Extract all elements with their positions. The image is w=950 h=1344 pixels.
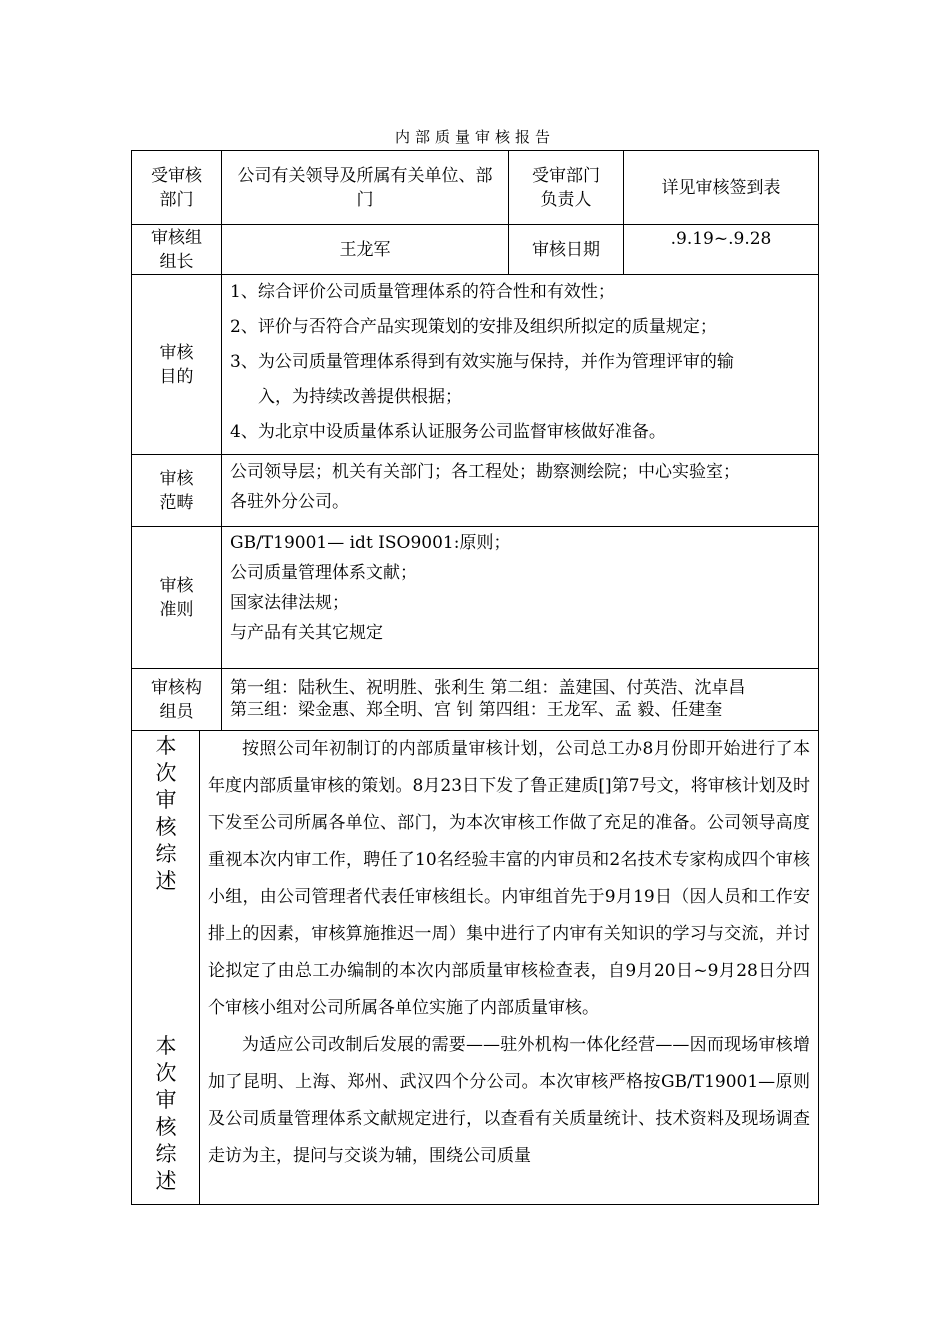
summary-label-char: 核	[155, 815, 177, 839]
purpose-item: 2、评价与否符合产品实现策划的安排及组织所拟定的质量规定；	[230, 317, 717, 337]
department-head-label: 受审部门负责人	[509, 151, 624, 224]
audited-department-label: 受审核部门	[132, 151, 222, 224]
summary-label-char: 审	[155, 788, 177, 812]
summary-label-char: 本	[155, 734, 177, 758]
summary-paragraph: 为适应公司改制后发展的需要——驻外机构一体化经营——因而现场审核增加了昆明、上海、郑州、武汉四个分公司。本次审核严格按GB/T19001—原则及公司质量管理体系文献规定进行，以查看有关质量统计、技术资料及现场调查走访为主，提问与交谈为辅，围绕公司质量	[208, 1035, 810, 1166]
department-head-value: 详见审核签到表	[661, 177, 781, 198]
audit-summary-label	[132, 731, 200, 1204]
audit-summary-text	[200, 731, 818, 1204]
summary-vertical-label	[132, 733, 200, 895]
row-audit-criteria	[132, 527, 818, 669]
row-audit-summary	[132, 731, 818, 1204]
scope-line: 公司领导层；机关有关部门；各工程处；勘察测绘院；中心实验室；	[230, 462, 740, 482]
purpose-item: 1、综合评价公司质量管理体系的符合性和有效性；	[230, 282, 615, 302]
scope-line: 各驻外分公司。	[230, 492, 349, 512]
summary-label-char: 述	[155, 869, 177, 893]
row-audited-department	[132, 151, 818, 225]
audit-criteria-text	[222, 527, 818, 668]
audit-criteria-label: 审核准则	[132, 527, 222, 668]
members-line: 第一组：陆秋生、祝明胜、张利生 第二组：盖建国、付英浩、沈卓昌	[230, 678, 746, 698]
team-leader-label: 审核组组长	[132, 225, 222, 274]
row-audit-scope	[132, 455, 818, 527]
row-audit-members	[132, 669, 818, 731]
audit-scope-text	[222, 455, 818, 526]
summary-label-char: 述	[155, 1169, 177, 1193]
audited-department-value: 公司有关领导及所属有关单位、部门	[222, 151, 509, 224]
team-leader-value: 王龙军	[222, 225, 509, 274]
criteria-line: GB/T19001— idt ISO9001:原则；	[230, 533, 511, 553]
summary-vertical-label	[132, 1033, 200, 1195]
summary-label-char: 综	[155, 1142, 177, 1166]
summary-paragraph: 按照公司年初制订的内部质量审核计划，公司总工办8月份即开始进行了本年度内部质量审核的策划。8月23日下发了鲁正建质[]第7号文，将审核计划及时下发至公司所属各单位、部门，为本次审核工作做了充足的准备。公司领导高度重视本次内审工作，聘任了10名经验丰富的内审员和2名技术专家构成四个审核小组，由公司管理者代表任审核组长。内审组首先于9月19日（因人员和工作安排上的因素，审核算施推迟一周）集中进行了内审有关知识的学习与交流，并讨论拟定了由总工办编制的本次内部质量审核检查表，自9月20日~9月28日分四个审核小组对公司所属各单位实施了内部质量审核。	[208, 739, 810, 1018]
audit-members-label: 审核构组员	[132, 669, 222, 730]
audit-scope-label: 审核范畴	[132, 455, 222, 526]
row-team-leader	[132, 225, 818, 275]
summary-label-char: 核	[155, 1115, 177, 1139]
summary-label-char: 次	[155, 1061, 177, 1085]
purpose-item: 3、为公司质量管理体系得到有效实施与保持，并作为管理评审的输	[230, 352, 734, 372]
audit-date-label: 审核日期	[509, 225, 624, 274]
audit-purpose-label: 审核目的	[132, 275, 222, 454]
audit-date-value: .9.19~.9.28	[670, 229, 772, 249]
summary-label-char: 本	[155, 1034, 177, 1058]
purpose-item: 入，为持续改善提供根据；	[258, 387, 462, 407]
row-audit-purpose	[132, 275, 818, 455]
summary-label-char: 综	[155, 842, 177, 866]
criteria-line: 公司质量管理体系文献；	[230, 563, 417, 583]
summary-label-char: 次	[155, 761, 177, 785]
audit-report-table	[131, 150, 819, 1205]
criteria-line: 与产品有关其它规定	[230, 623, 383, 643]
members-line: 第三组：梁金惠、郑全明、宫 钊 第四组：王龙军、孟 毅、任建奎	[230, 700, 723, 720]
audit-purpose-list	[222, 275, 818, 454]
audit-members-text	[222, 669, 818, 730]
criteria-line: 国家法律法规；	[230, 593, 349, 613]
purpose-item: 4、为北京中设质量体系认证服务公司监督审核做好准备。	[230, 422, 666, 442]
summary-label-char: 审	[155, 1088, 177, 1112]
document-title: 内部质量审核报告	[394, 128, 555, 146]
